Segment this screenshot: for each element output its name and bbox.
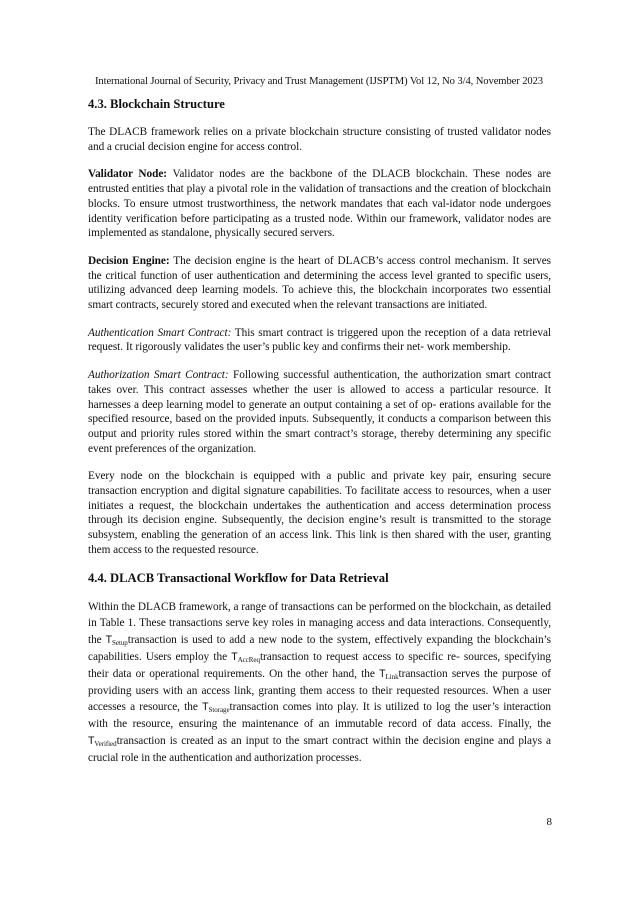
section-heading-4-3: 4.3. Blockchain Structure <box>88 97 225 111</box>
decision-engine-text: The decision engine is the heart of DLACB’s access control mechanism. It serves the critical function of user authentication and determining the access level granted to specific users, utilizing advanced deep learning models. To achieve this, the blockchain incorporates two essential smart contracts, securely stored and executed when the relevant transactions are initiated. <box>88 254 551 312</box>
paragraph-transactional-workflow <box>88 599 551 767</box>
validator-node-text: Validator nodes are the backbone of the DLACB blockchain. These nodes are entrusted entities that play a pivotal role in the validation of transactions and the creation of blockchain blocks. To ensure utmost trustworthiness, the network mandates that each val-idator node undergoes identity verification before participating as a trusted node. Within our framework, validator nodes are implemented as standalone, physically secured servers. <box>88 168 552 240</box>
paragraph-intro: The DLACB framework relies on a private blockchain structure consisting of trusted validator nodes and a crucial decision engine for access control. <box>88 126 551 153</box>
section-heading-4-4: 4.4. DLACB Transactional Workflow for Data Retrieval <box>88 570 389 585</box>
paragraph-decision-engine <box>88 254 551 313</box>
workflow-text-4: transaction serves the purpose of providing users with an access link, granting them access to their requested resources. When a user accesses a resource, the <box>88 667 551 714</box>
authentication-contract-text: This smart contract is triggered upon the reception of a data retrieval request. It rigorously validates the user’s public key and confirms their net- work membership. <box>88 326 551 354</box>
paragraph-authorization-contract <box>88 368 551 456</box>
t-link-subscript: Link <box>385 672 399 681</box>
t-accreq-symbol: T <box>231 650 238 663</box>
page-body <box>88 97 551 767</box>
t-link-symbol: T <box>379 667 386 680</box>
t-storage-symbol: T <box>202 701 209 714</box>
t-storage-subscript: Storage <box>208 706 230 715</box>
workflow-text-6: transaction is created as an input to the smart contract within the decision engine and plays a crucial role in the authentication and authorization processes. <box>88 734 551 764</box>
workflow-text-2: transaction is used to add a new node to the system, effectively expanding the blockchain’s capabilities. Users employ the <box>88 634 551 663</box>
t-verified-subscript: Verified <box>94 739 117 748</box>
authorization-contract-label: Authorization Smart Contract: <box>88 369 229 382</box>
t-verified-symbol: T <box>88 734 95 747</box>
page-number: 8 <box>546 816 552 828</box>
t-setup-symbol: T <box>105 634 113 647</box>
decision-engine-label: Decision Engine: <box>88 254 170 267</box>
paragraph-validator-node <box>88 167 551 241</box>
t-accreq-subscript: AccReq <box>237 655 260 664</box>
workflow-text-1: Within the DLACB framework, a range of transactions can be performed on the blockchain, as detailed in Table 1. These transactions serve key roles in managing access and data interactions. Consequently, the <box>88 600 551 647</box>
paragraph-every-node: Every node on the blockchain is equipped with a public and private key pair, ensuring secure transaction encryption and digital signature capabilities. To facilitate access to resources, when a user initiates a request, the blockchain undertakes the authentication and access determination process through its decision engine. Subsequently, the decision engine’s result is transmitted to the storage subsystem, enabling the generation of an access link. This link is then shared with the user, granting them access to the requested resource. <box>88 470 551 556</box>
authentication-contract-label: Authentication Smart Contract: <box>88 326 232 339</box>
t-setup-subscript: Setup <box>112 639 128 648</box>
workflow-text-5: transaction comes into play. It is utilized to log the user’s interaction with the resource, ensuring the maintenance of an immutable record of data access. Finally, the <box>88 701 551 731</box>
paragraph-authentication-contract <box>88 326 551 355</box>
authorization-contract-text: Following successful authentication, the authorization smart contract takes over. This contract assesses whether the user is allowed to access a particular resource. It harnesses a deep learning model to generate an output containing a set of op- erations available for the specified resource, based on the provided inputs. Subsequently, it conducts a comparison between this output and priority rules stored within the smart contract’s storage, thereby determining any specific event preferences of the organization. <box>88 369 551 455</box>
validator-node-label: Validator Node: <box>88 168 168 181</box>
workflow-text-3: transaction to request access to specific re- sources, specifying their data or operational requirements. On the other hand, the <box>88 650 551 680</box>
running-header: International Journal of Security, Privacy and Trust Management (IJSPTM) Vol 12, No 3/4, November 2023 <box>94 76 544 87</box>
